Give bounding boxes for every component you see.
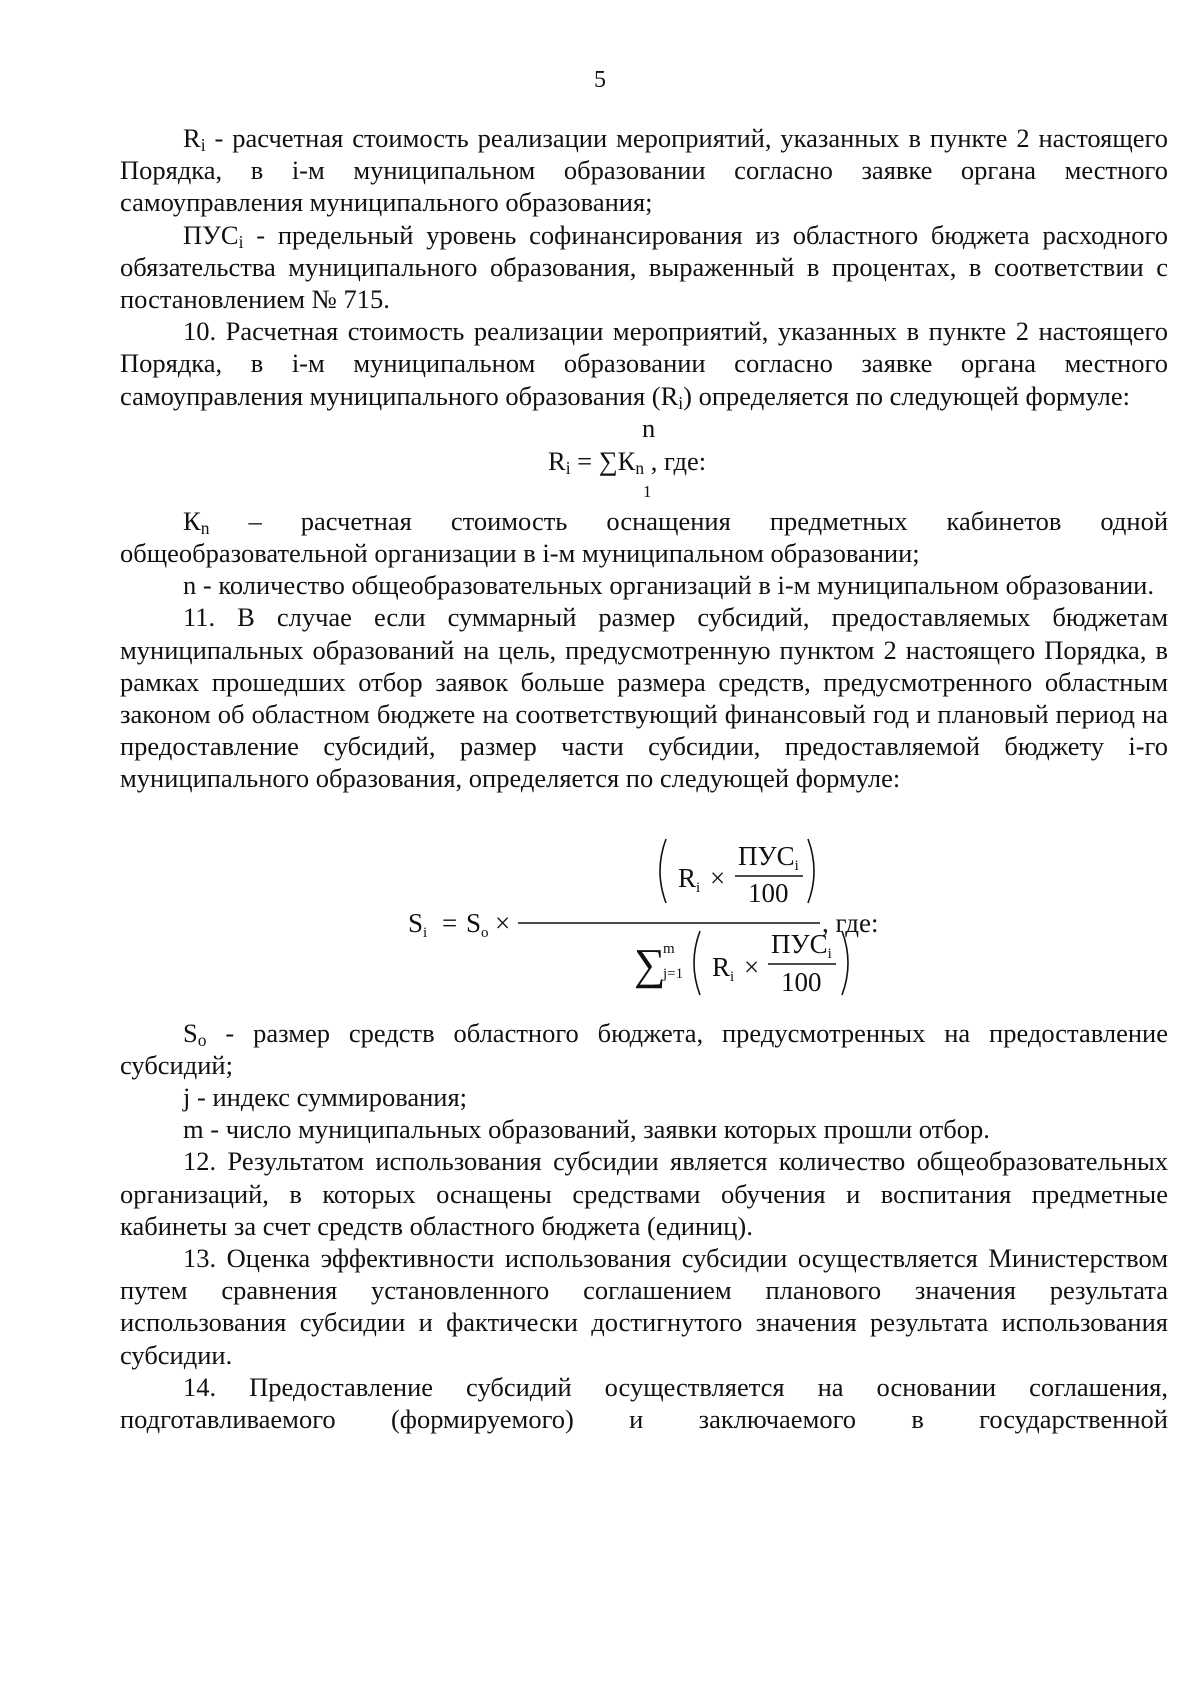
paragraph-s0-definition: $S_o$ - размер средств областного бюджета, предусмотренных на предоставление субсидий; xyxy=(120,1017,1168,1080)
sum-lower-limit: j=1 xyxy=(663,965,684,982)
formula-suffix: , где: xyxy=(822,907,879,938)
numerator-pus: ПУСi xyxy=(738,840,799,874)
paragraph-10: 10. Расчетная стоимость реализации мероприятий, указанных в пункте 2 настоящего Порядка, в i-м муниципальном образовании согласно заявке органа местного самоуправления муниципального образования $(R_i)$ определяется по следующей формуле: xyxy=(120,316,1168,413)
paragraph-ri-definition: $R_i$ - расчетная стоимость реализации мероприятий, указанных в пункте 2 настоящего Порядка, в i-м муниципальном образовании согласно заявке органа местного самоуправления муниципального образования; xyxy=(120,123,1168,218)
formula-s0: So xyxy=(466,907,489,941)
denominator-left-paren xyxy=(694,931,700,995)
paragraph-m-definition: m - число муниципальных образований, заявки которых прошли отбор. xyxy=(183,1114,990,1145)
page-number: 5 xyxy=(594,67,606,93)
numerator-hundred: 100 xyxy=(748,877,789,908)
paragraph-pus-definition: $ПУС_i$ - предельный уровень софинансирования из областного бюджета расходного обязательства муниципального образования, выраженный в процентах, в соответствии с постановлением № 715. xyxy=(120,219,1168,315)
formula-lower-limit: 1 xyxy=(643,481,652,501)
formula-si xyxy=(120,801,1168,1011)
paragraph-11: 11. В случае если суммарный размер субсидий, предоставляемых бюджетам муниципальных образований на цель, предусмотренную пунктом 2 настоящего Порядка, в рамках прошедших отбор заявок больше размера средств, предусмотренного областным законом об областном бюджете на соответствующий финансовый год и плановый период на предоставление субсидий, размер части субсидии, предоставляемой бюджету i-го муниципального образования, определяется по следующей формуле: xyxy=(120,602,1168,794)
denominator-r: Ri xyxy=(712,951,735,985)
paragraph-j-definition: j - индекс суммирования; xyxy=(183,1082,468,1113)
formula-ri-sum xyxy=(120,414,1168,502)
denominator-pus: ПУСi xyxy=(771,928,832,962)
formula-main-line: $R_i = \sum К_n$ , где: xyxy=(548,445,707,478)
numerator-right-paren xyxy=(808,839,814,903)
denominator-times: × xyxy=(744,951,760,982)
document-body xyxy=(120,122,1168,1435)
formula-times: × xyxy=(495,907,511,938)
numerator-r: Ri xyxy=(678,862,701,896)
numerator-left-paren xyxy=(660,839,666,903)
paragraph-12: 12. Результатом использования субсидии является количество общеобразовательных организаций, в которых оснащены средствами обучения и воспитания предметные кабинеты за счет средств областного бюджета (единиц). xyxy=(120,1146,1168,1241)
paragraph-kn-definition: $К_n$ – расчетная стоимость оснащения предметных кабинетов одной общеобразовательной организации в i-м муниципальном образовании; xyxy=(120,505,1168,569)
formula-equals: = xyxy=(442,907,458,938)
numerator-times: × xyxy=(710,862,726,893)
paragraph-14: 14. Предоставление субсидий осуществляется на основании соглашения, подготавливаемого (формируемого) и заключаемого в государственной xyxy=(120,1371,1168,1435)
formula-upper-limit: n xyxy=(642,412,656,443)
formula-lhs: Si xyxy=(408,907,428,941)
sum-upper-limit: m xyxy=(663,940,675,957)
formula-si-svg xyxy=(380,801,940,1011)
paragraph-n-definition: n - количество общеобразовательных организаций в i-м муниципальном образовании. xyxy=(183,570,1154,601)
sigma-symbol: ∑ xyxy=(598,445,618,476)
denominator-hundred: 100 xyxy=(781,966,822,997)
paragraph-13: 13. Оценка эффективности использования субсидии осуществляется Министерством путем сравнения установленного соглашением планового значения результата использования субсидии и фактически достигнутого значения результата использования субсидии. xyxy=(120,1243,1168,1370)
denominator-right-paren xyxy=(842,931,848,995)
denominator-sigma: ∑ xyxy=(634,939,666,989)
